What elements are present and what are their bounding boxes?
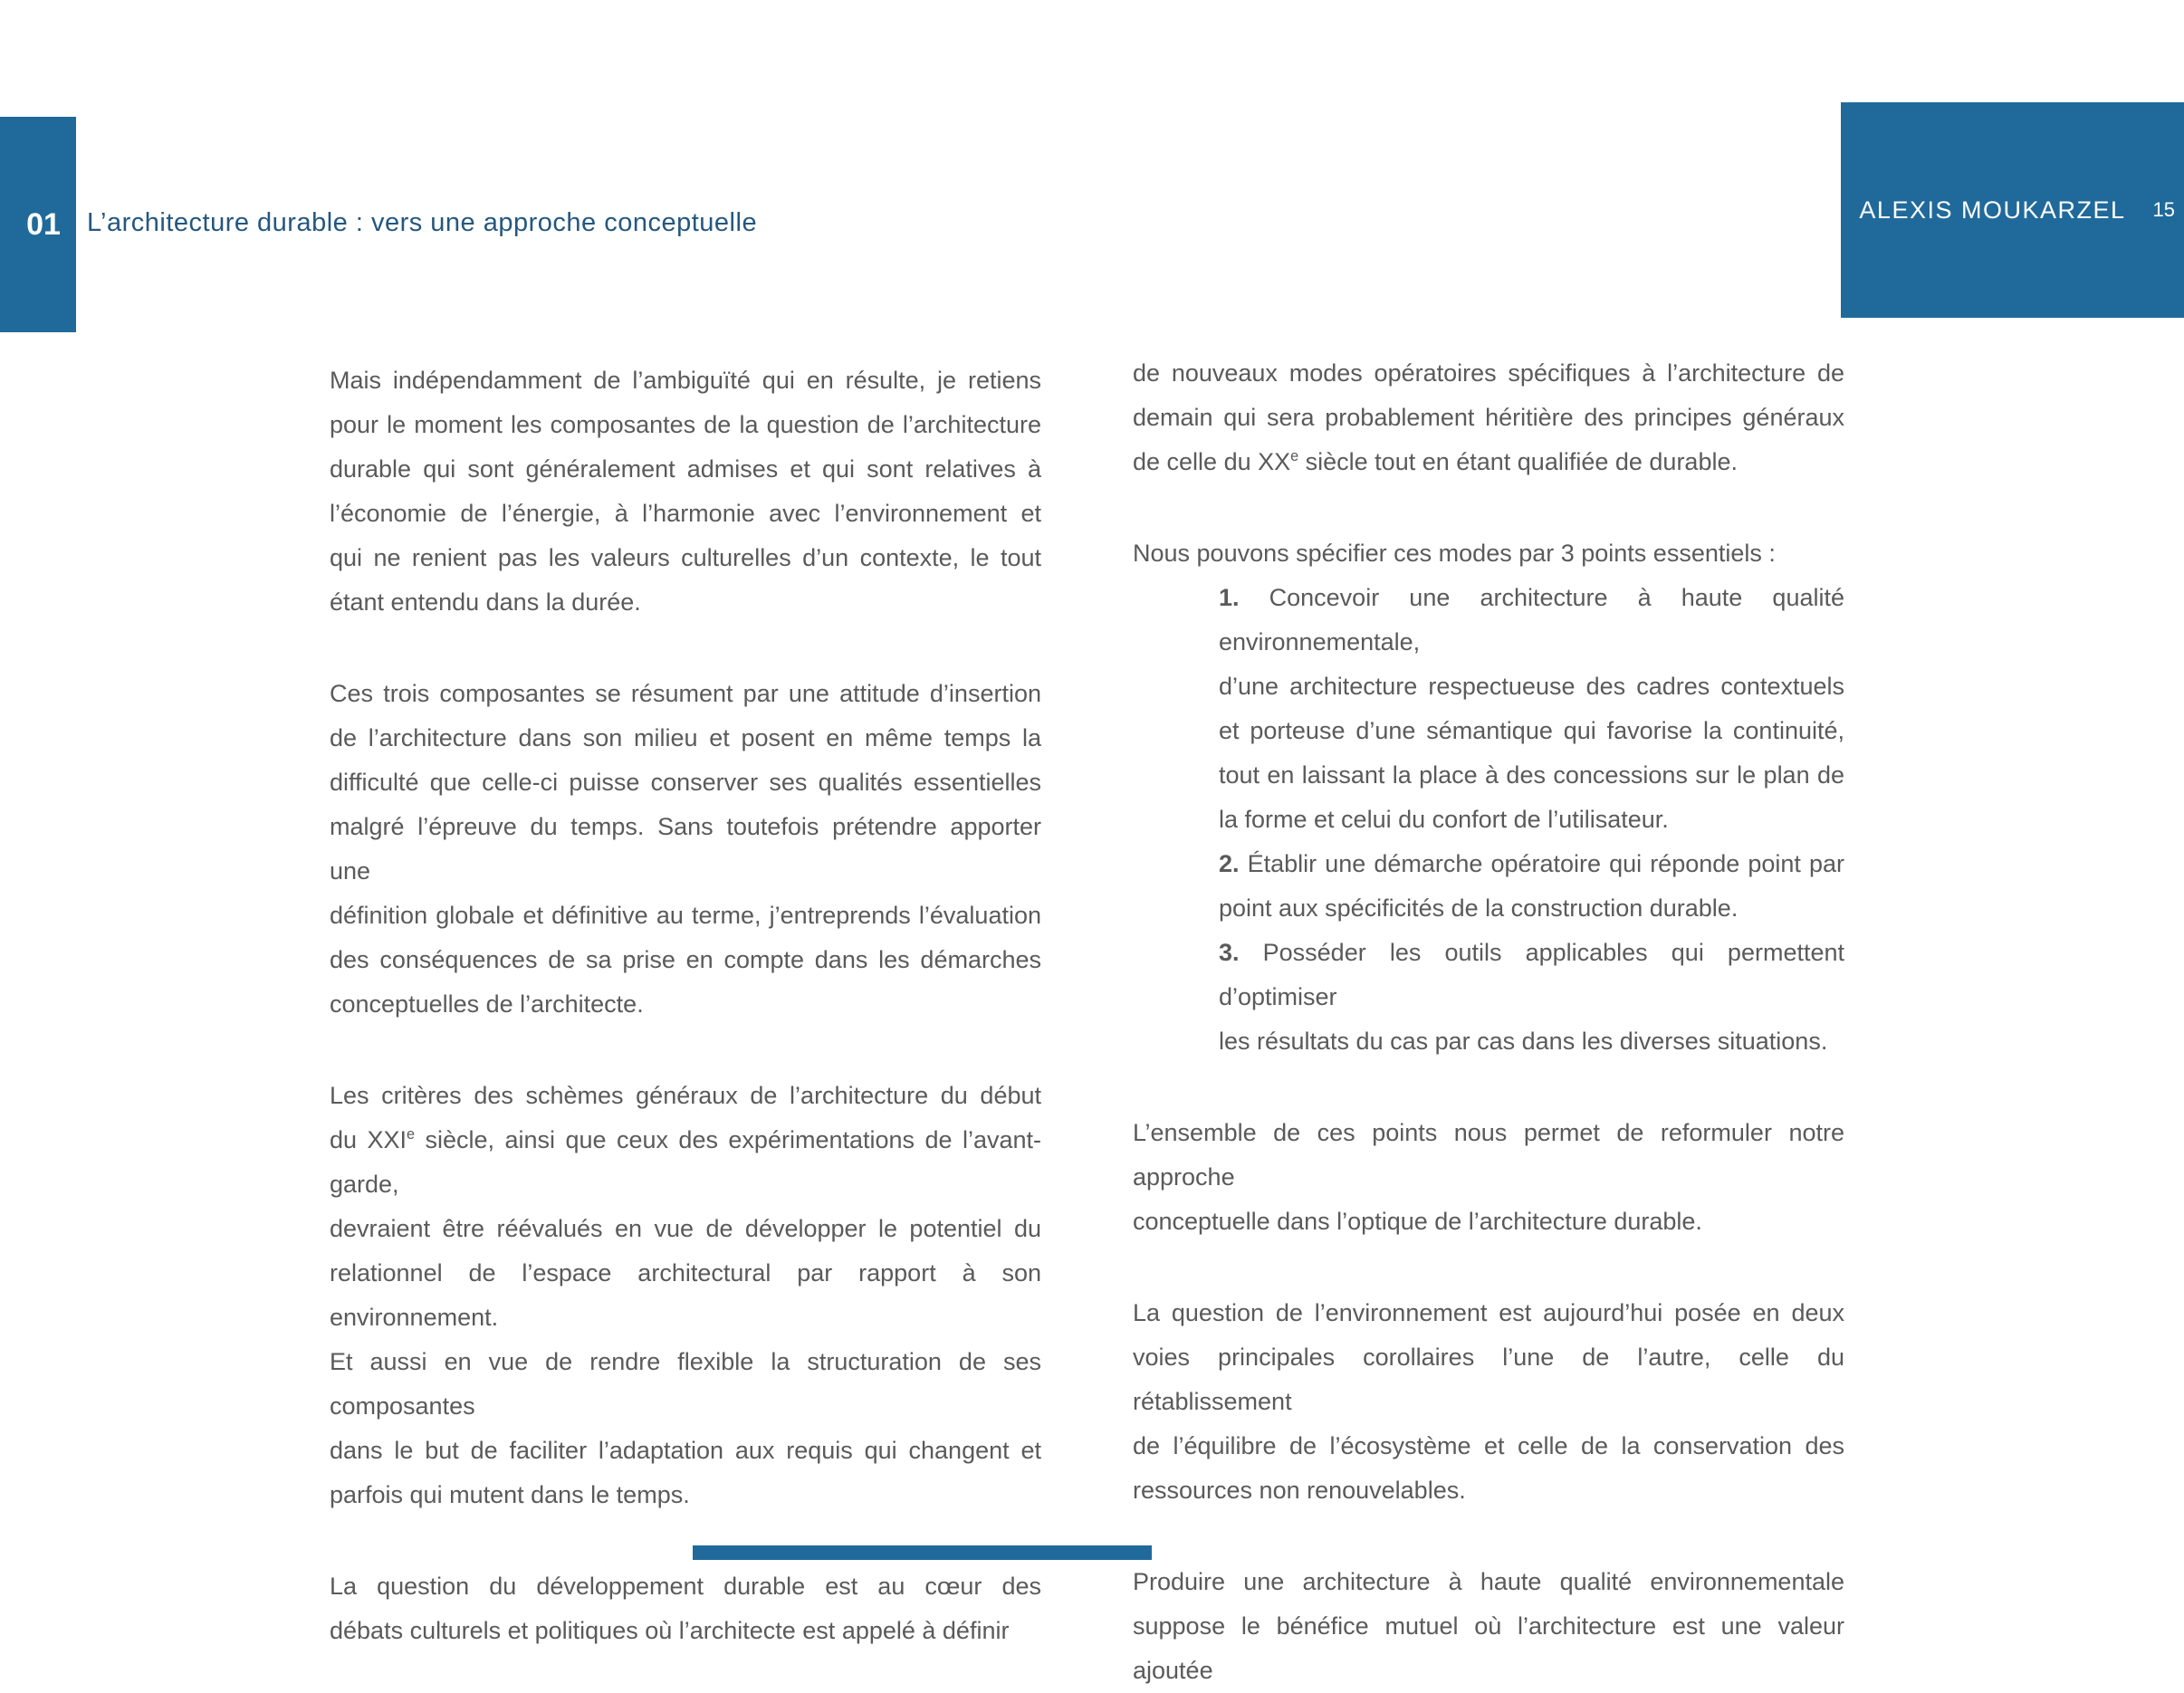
text-line: La question du développement durable est au cœur des <box>330 1573 1041 1600</box>
text-line: de celle du XXe siècle tout en étant qualifiée de durable. <box>1133 448 1738 475</box>
text-line: point aux spécificités de la construction durable. <box>1219 894 1739 922</box>
text-line: suppose le bénéfice mutuel où l’architecture est une valeur ajoutée <box>1133 1612 1844 1684</box>
text-line: devraient être réévalués en vue de développer le potentiel du <box>330 1215 1041 1242</box>
text-line: l’économie de l’énergie, à l’harmonie avec l’environnement et <box>330 500 1041 527</box>
text-line: Produire une architecture à haute qualité environnementale <box>1133 1568 1844 1595</box>
text-line: relationnel de l’espace architectural par rapport à son environnement. <box>330 1259 1041 1331</box>
text-line: Nous pouvons spécifier ces modes par 3 points essentiels : <box>1133 540 1776 567</box>
text-line: ressources non renouvelables. <box>1133 1477 1466 1504</box>
text-line: d’une architecture respectueuse des cadres contextuels <box>1219 673 1844 700</box>
text-line: tout en laissant la place à des concessions sur le plan de <box>1219 761 1844 789</box>
text-line: La question de l’environnement est aujourd’hui posée en deux <box>1133 1299 1844 1326</box>
list-item <box>1219 576 1844 842</box>
author-box <box>1841 102 2184 318</box>
paragraph <box>1133 531 1844 576</box>
paragraph <box>330 1074 1041 1517</box>
text-line: parfois qui mutent dans le temps. <box>330 1481 690 1508</box>
text-line: L’ensemble de ces points nous permet de reformuler notre approche <box>1133 1119 1844 1191</box>
paragraph <box>330 672 1041 1027</box>
text-line: de l’équilibre de l’écosystème et celle de la conservation des <box>1133 1432 1844 1459</box>
paragraph <box>1133 1111 1844 1244</box>
text-line: durable qui sont généralement admises et qui sont relatives à <box>330 455 1041 483</box>
paragraph <box>1133 1560 1844 1693</box>
text-line: étant entendu dans la durée. <box>330 588 641 616</box>
text-line: Et aussi en vue de rendre flexible la structuration de ses composantes <box>330 1348 1041 1420</box>
text-line: difficulté que celle-ci puisse conserver ses qualités essentielles <box>330 769 1041 796</box>
text-line: malgré l’épreuve du temps. Sans toutefois prétendre apporter une <box>330 813 1041 885</box>
text-line: voies principales corollaires l’une de l’autre, celle du rétablissement <box>1133 1344 1844 1415</box>
list-item <box>1219 842 1844 931</box>
chapter-number-box <box>0 117 76 332</box>
list-item <box>1219 931 1844 1064</box>
text-line: conceptuelle dans l’optique de l’architecture durable. <box>1133 1208 1702 1235</box>
text-line: conceptuelles de l’architecte. <box>330 990 644 1018</box>
text-line: Ces trois composantes se résument par une attitude d’insertion <box>330 680 1041 707</box>
bottom-accent-bar <box>693 1545 1152 1560</box>
text-line: Mais indépendamment de l’ambiguïté qui en résulte, je retiens <box>330 367 1041 394</box>
text-line: qui ne renient pas les valeurs culturelles d’un contexte, le tout <box>330 544 1041 571</box>
text-line: dans le but de faciliter l’adaptation aux requis qui changent et <box>330 1437 1041 1464</box>
text-line: les résultats du cas par cas dans les diverses situations. <box>1219 1028 1828 1055</box>
text-line: 1. Concevoir une architecture à haute qualité environnementale, <box>1219 584 1844 655</box>
paragraph <box>1133 351 1844 484</box>
text-line: débats culturels et politiques où l’architecte est appelé à définir <box>330 1617 1010 1644</box>
chapter-number: 01 <box>26 206 61 242</box>
page-number: 15 <box>2152 198 2175 221</box>
text-line: 2. Établir une démarche opératoire qui réponde point par <box>1219 850 1844 877</box>
text-line: pour le moment les composantes de la question de l’architecture <box>330 411 1041 438</box>
paragraph <box>330 1564 1041 1653</box>
text-line: demain qui sera probablement héritière des principes généraux <box>1133 404 1844 431</box>
right-text-column <box>1133 351 1844 1693</box>
text-line: du XXIe siècle, ainsi que ceux des expérimentations de l’avant-garde, <box>330 1126 1041 1198</box>
text-line: et porteuse d’une sémantique qui favorise la continuité, <box>1219 717 1844 744</box>
text-line: Les critères des schèmes généraux de l’architecture du début <box>330 1082 1041 1109</box>
author-name: ALEXIS MOUKARZEL <box>1859 196 2126 224</box>
text-line: des conséquences de sa prise en compte dans les démarches <box>330 946 1041 973</box>
paragraph <box>1133 1291 1844 1513</box>
text-line: de nouveaux modes opératoires spécifiques à l’architecture de <box>1133 359 1844 387</box>
paragraph <box>330 359 1041 625</box>
text-line: de l’architecture dans son milieu et posent en même temps la <box>330 724 1041 751</box>
chapter-title: L’architecture durable : vers une approche conceptuelle <box>87 208 758 237</box>
text-line: la forme et celui du confort de l’utilisateur. <box>1219 806 1669 833</box>
left-text-column <box>330 359 1041 1653</box>
text-line: définition globale et définitive au terme, j’entreprends l’évaluation <box>330 902 1041 929</box>
text-line: 3. Posséder les outils applicables qui permettent d’optimiser <box>1219 939 1844 1010</box>
